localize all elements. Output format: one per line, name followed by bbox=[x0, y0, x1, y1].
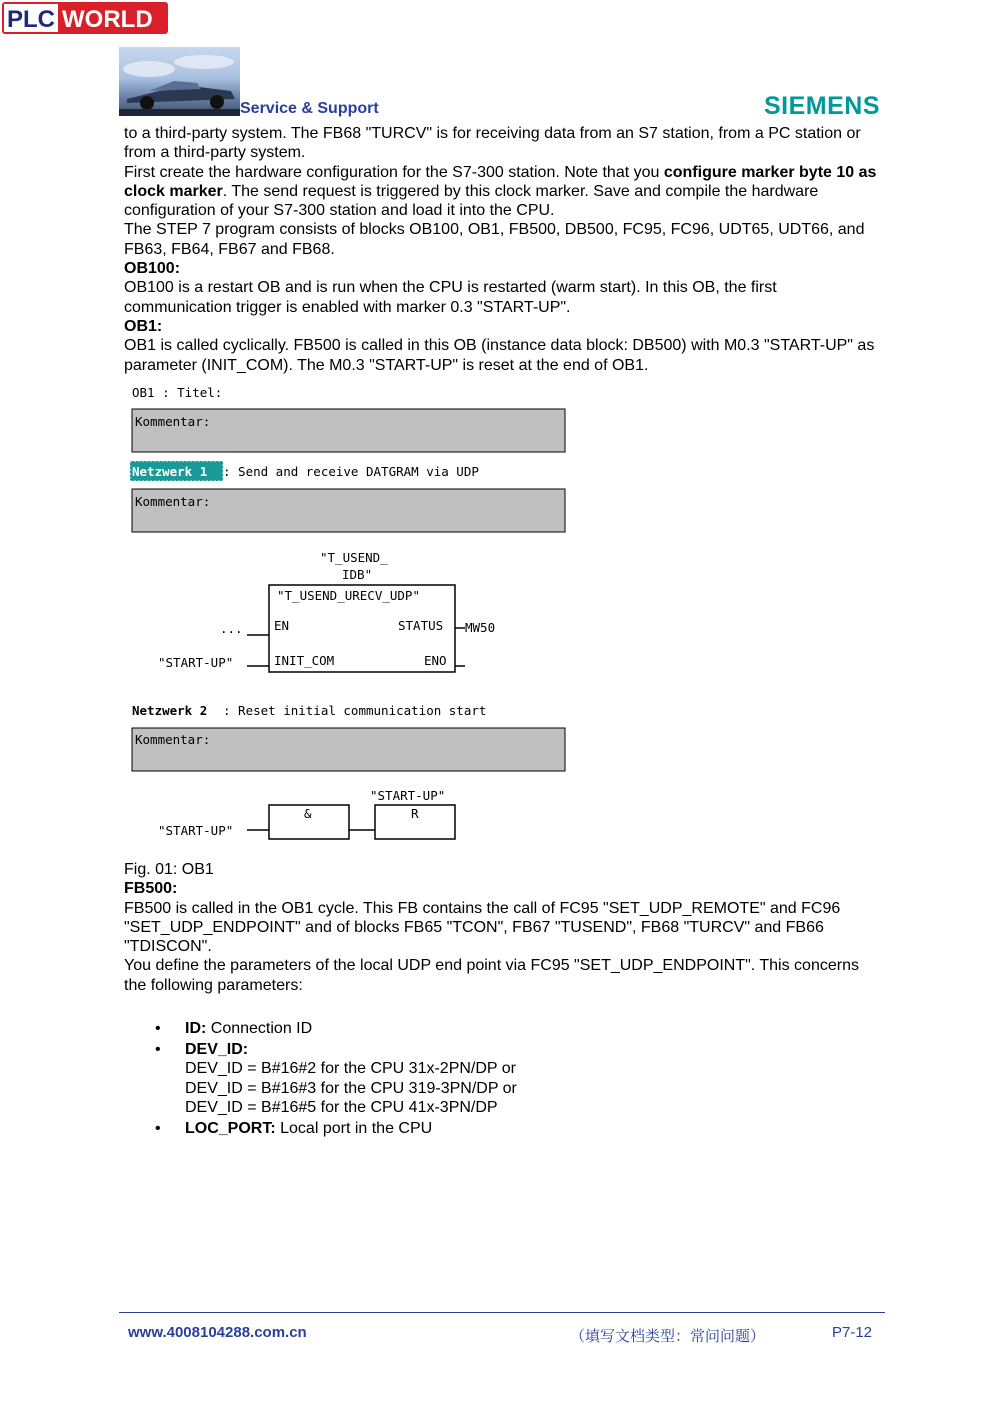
pin-status: STATUS bbox=[398, 618, 444, 633]
list-item: • LOC_PORT: Local port in the CPU bbox=[155, 1119, 433, 1137]
paragraph: OB100 is a restart OB and is run when the CPU is restarted (warm start). In this OB, the first communication trigger is enabled with marker 0.3 "START-UP". bbox=[124, 279, 777, 316]
comment-label: Kommentar: bbox=[135, 494, 211, 509]
logo-world: WORLD bbox=[62, 6, 153, 33]
fb500-section bbox=[124, 860, 884, 995]
heading-ob100: OB100: bbox=[124, 260, 181, 278]
network2-title: : Reset initial communication start bbox=[223, 703, 487, 718]
footer-divider bbox=[119, 1312, 885, 1313]
idb-name-line2: IDB" bbox=[342, 567, 373, 582]
bullet-icon: • bbox=[155, 1119, 161, 1137]
bullet-icon: • bbox=[155, 1020, 161, 1037]
paragraph: to a third-party system. The FB68 "TURCV" is for receiving data from an S7 station, from a PC station or from a third-party system. bbox=[124, 125, 861, 162]
service-support-label: Service & Support bbox=[240, 100, 379, 117]
logo-plc: PLC bbox=[7, 6, 55, 33]
ob1-program-figure bbox=[128, 380, 570, 850]
paragraph: FB500 is called in the OB1 cycle. This FB contains the call of FC95 "SET_UDP_REMOTE" and FC96 "SET_UDP_ENDPOINT" and of blocks FB65 "TCON", FB67 "TUSEND", FB68 "TURCV" and FB66 "TDISCON". bbox=[124, 899, 841, 956]
paragraph: First create the hardware configuration for the S7-300 station. Note that you configure marker byte 10 as clock marker. The send request is triggered by this clock marker. Save and compile the hardware configuration of your S7-300 station and load it into the CPU. bbox=[124, 163, 877, 220]
network1-label: Netzwerk 1 bbox=[132, 464, 208, 479]
startup-input: "START-UP" bbox=[158, 655, 234, 670]
reset-label: R bbox=[411, 806, 419, 821]
pin-init-com: INIT_COM bbox=[274, 653, 335, 668]
idb-name-line1: "T_USEND_ bbox=[320, 550, 388, 565]
figure-caption: Fig. 01: OB1 bbox=[124, 861, 214, 878]
list-item: • DEV_ID: DEV_ID = B#16#2 for the CPU 31x-2PN/DP or DEV_ID = B#16#3 for the CPU 319-3PN/DP or DEV_ID = B#16#5 for the CPU 41x-3PN/DP bbox=[155, 1040, 517, 1117]
en-connection-dots: ... bbox=[220, 621, 243, 636]
ob1-title: OB1 : Titel: bbox=[132, 385, 223, 400]
startup-input: "START-UP" bbox=[158, 823, 234, 838]
header-racecar-photo bbox=[119, 47, 240, 116]
footer-doc-type: （填写文档类型：常问问题） bbox=[570, 1327, 766, 1345]
fb-block-name: "T_USEND_URECV_UDP" bbox=[277, 588, 420, 603]
and-label: & bbox=[304, 806, 312, 821]
intro-text bbox=[124, 124, 884, 375]
status-output-mw50: MW50 bbox=[465, 620, 496, 635]
comment-label: Kommentar: bbox=[135, 414, 211, 429]
heading-fb500: FB500: bbox=[124, 880, 178, 898]
list-item: • ID: Connection ID bbox=[155, 1020, 313, 1037]
startup-coil-name: "START-UP" bbox=[370, 788, 446, 803]
network2-label: Netzwerk 2 bbox=[132, 703, 208, 718]
paragraph: OB1 is called cyclically. FB500 is called in this OB (instance data block: DB500) with M0.3 "START-UP" as parameter (INIT_COM). The M0.3 "START-UP" is reset at the end of OB1. bbox=[124, 337, 875, 374]
comment-label: Kommentar: bbox=[135, 732, 211, 747]
bullet-icon: • bbox=[155, 1040, 161, 1058]
parameter-list bbox=[124, 1019, 884, 1140]
pin-en: EN bbox=[274, 618, 290, 633]
page-number: P7-12 bbox=[832, 1324, 873, 1341]
pin-eno: ENO bbox=[424, 653, 447, 668]
heading-ob1: OB1: bbox=[124, 317, 163, 335]
siemens-logo: SIEMENS bbox=[764, 92, 881, 120]
paragraph: You define the parameters of the local UDP end point via FC95 "SET_UDP_ENDPOINT". This concerns the following parameters: bbox=[124, 957, 859, 994]
footer-url[interactable]: www.4008104288.com.cn bbox=[128, 1324, 307, 1341]
paragraph: The STEP 7 program consists of blocks OB100, OB1, FB500, DB500, FC95, FC96, UDT65, UDT66, and FB63, FB64, FB67 and FB68. bbox=[124, 221, 865, 258]
plcworld-logo bbox=[2, 2, 168, 34]
network1-title: : Send and receive DATGRAM via UDP bbox=[223, 464, 479, 479]
